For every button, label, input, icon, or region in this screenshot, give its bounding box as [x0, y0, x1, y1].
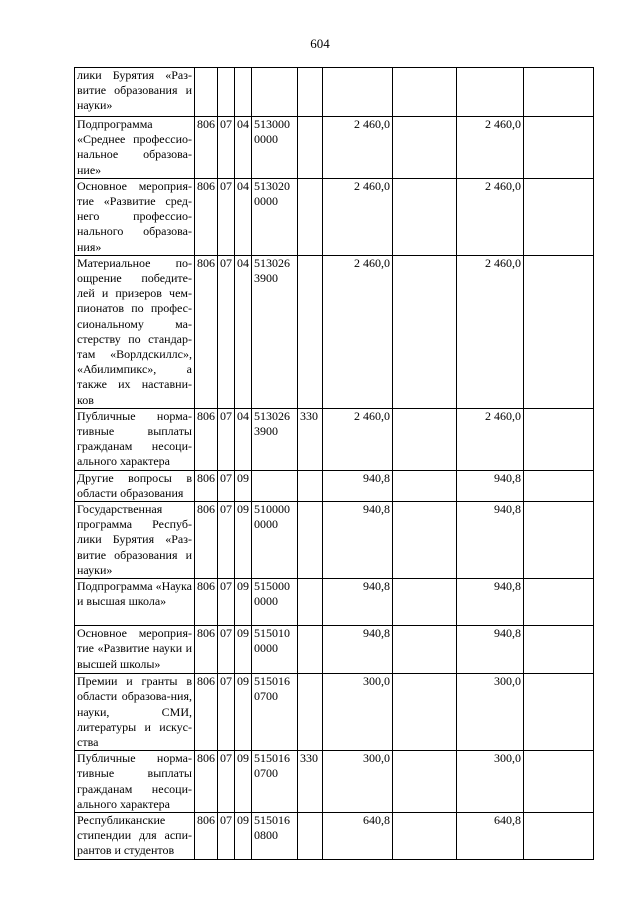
expense-type	[298, 255, 323, 408]
target-article: 5130263900	[252, 255, 298, 408]
amount-cell: 940,8	[323, 502, 393, 579]
subsection-code: 09	[235, 626, 252, 674]
empty-cell	[393, 68, 457, 117]
ministry-code: 806	[195, 812, 218, 859]
table-row	[75, 812, 594, 859]
amount-cell: 2 460,0	[457, 178, 524, 255]
empty-cell	[524, 255, 594, 408]
target-article: 5130200000	[252, 178, 298, 255]
amount-cell: 300,0	[323, 751, 393, 813]
ministry-code: 806	[195, 178, 218, 255]
amount-cell: 2 460,0	[457, 408, 524, 470]
amount-cell: 940,8	[323, 626, 393, 674]
item-name: Государственная программа Респуб-лики Бурятия «Раз-витие образования и науки»	[75, 502, 195, 579]
item-name: Публичные норма-тивные выплаты гражданам несоци-ального характера	[75, 751, 195, 813]
subsection-code	[235, 68, 252, 117]
section-code: 07	[218, 626, 235, 674]
item-name: Публичные норма-тивные выплаты гражданам несоци-ального характера	[75, 408, 195, 470]
subsection-code: 04	[235, 117, 252, 179]
section-code: 07	[218, 255, 235, 408]
empty-cell	[393, 751, 457, 813]
subsection-code: 09	[235, 502, 252, 579]
amount-cell: 2 460,0	[323, 255, 393, 408]
ministry-code: 806	[195, 117, 218, 179]
amount-cell: 940,8	[323, 579, 393, 626]
empty-cell	[393, 117, 457, 179]
section-code	[218, 68, 235, 117]
table-row	[75, 68, 594, 117]
expense-type	[298, 674, 323, 751]
empty-cell	[393, 470, 457, 501]
ministry-code: 806	[195, 408, 218, 470]
empty-cell	[524, 68, 594, 117]
ministry-code: 806	[195, 470, 218, 501]
amount-cell: 2 460,0	[457, 117, 524, 179]
table-row	[75, 408, 594, 470]
amount-cell: 940,8	[457, 626, 524, 674]
section-code: 07	[218, 674, 235, 751]
expense-type: 330	[298, 408, 323, 470]
subsection-code: 09	[235, 674, 252, 751]
target-article: 5150160700	[252, 751, 298, 813]
budget-table	[74, 67, 594, 860]
empty-cell	[524, 117, 594, 179]
subsection-code: 09	[235, 812, 252, 859]
table-row	[75, 178, 594, 255]
target-article: 5100000000	[252, 502, 298, 579]
empty-cell	[524, 502, 594, 579]
amount-cell: 300,0	[457, 751, 524, 813]
expense-type: 330	[298, 751, 323, 813]
amount-cell	[323, 68, 393, 117]
ministry-code: 806	[195, 626, 218, 674]
expense-type	[298, 117, 323, 179]
amount-cell: 2 460,0	[323, 408, 393, 470]
amount-cell: 940,8	[457, 579, 524, 626]
amount-cell: 940,8	[457, 470, 524, 501]
item-name: Другие вопросы в области образования	[75, 470, 195, 501]
empty-cell	[524, 408, 594, 470]
expense-type	[298, 626, 323, 674]
empty-cell	[524, 751, 594, 813]
amount-cell: 940,8	[457, 502, 524, 579]
target-article	[252, 470, 298, 501]
expense-type	[298, 579, 323, 626]
target-article: 5150160700	[252, 674, 298, 751]
expense-type	[298, 470, 323, 501]
expense-type	[298, 812, 323, 859]
expense-type	[298, 502, 323, 579]
ministry-code: 806	[195, 674, 218, 751]
page-number: 604	[310, 36, 330, 51]
table-row	[75, 579, 594, 626]
empty-cell	[524, 579, 594, 626]
ministry-code: 806	[195, 255, 218, 408]
table-row	[75, 626, 594, 674]
ministry-code: 806	[195, 502, 218, 579]
subsection-code: 04	[235, 255, 252, 408]
ministry-code: 806	[195, 751, 218, 813]
section-code: 07	[218, 502, 235, 579]
item-name: Основное мероприя-тие «Развитие сред-него профессио-нального образова-ния»	[75, 178, 195, 255]
amount-cell: 300,0	[457, 674, 524, 751]
amount-cell: 640,8	[457, 812, 524, 859]
item-name: Основное мероприя-тие «Развитие науки и высшей школы»	[75, 626, 195, 674]
section-code: 07	[218, 408, 235, 470]
subsection-code: 04	[235, 178, 252, 255]
table-row	[75, 502, 594, 579]
empty-cell	[393, 502, 457, 579]
table-row	[75, 255, 594, 408]
amount-cell: 300,0	[323, 674, 393, 751]
empty-cell	[524, 178, 594, 255]
empty-cell	[393, 255, 457, 408]
item-name: Материальное по-ощрение победите-лей и призеров чем-пионатов по профес-сиональному ма-стерству по стандар-там «Ворлдскиллс», «Абилимпикс», а также их наставни-ков	[75, 255, 195, 408]
expense-type	[298, 68, 323, 117]
empty-cell	[524, 674, 594, 751]
amount-cell: 640,8	[323, 812, 393, 859]
table-row	[75, 117, 594, 179]
target-article: 5150000000	[252, 579, 298, 626]
section-code: 07	[218, 470, 235, 501]
item-name: Республиканские стипендии для аспи-рантов и студентов	[75, 812, 195, 859]
empty-cell	[524, 626, 594, 674]
ministry-code: 806	[195, 579, 218, 626]
section-code: 07	[218, 579, 235, 626]
target-article: 5130263900	[252, 408, 298, 470]
table-row	[75, 674, 594, 751]
empty-cell	[393, 178, 457, 255]
empty-cell	[393, 579, 457, 626]
section-code: 07	[218, 751, 235, 813]
section-code: 07	[218, 178, 235, 255]
item-name: Подпрограмма «Среднее профессио-нальное образова-ние»	[75, 117, 195, 179]
ministry-code	[195, 68, 218, 117]
expense-type	[298, 178, 323, 255]
section-code: 07	[218, 117, 235, 179]
item-name: Премии и гранты в области образова-ния, науки, СМИ, литературы и искус-ства	[75, 674, 195, 751]
amount-cell	[457, 68, 524, 117]
target-article	[252, 68, 298, 117]
empty-cell	[393, 408, 457, 470]
amount-cell: 2 460,0	[323, 178, 393, 255]
subsection-code: 04	[235, 408, 252, 470]
subsection-code: 09	[235, 579, 252, 626]
item-name: лики Бурятия «Раз-витие образования и науки»	[75, 68, 195, 117]
empty-cell	[393, 626, 457, 674]
table-row	[75, 751, 594, 813]
empty-cell	[524, 470, 594, 501]
target-article: 5130000000	[252, 117, 298, 179]
target-article: 5150160800	[252, 812, 298, 859]
amount-cell: 2 460,0	[323, 117, 393, 179]
table-body	[75, 68, 594, 860]
amount-cell: 940,8	[323, 470, 393, 501]
empty-cell	[524, 812, 594, 859]
item-name: Подпрограмма «Наука и высшая школа»	[75, 579, 195, 626]
subsection-code: 09	[235, 470, 252, 501]
empty-cell	[393, 674, 457, 751]
table-row	[75, 470, 594, 501]
amount-cell: 2 460,0	[457, 255, 524, 408]
target-article: 5150100000	[252, 626, 298, 674]
subsection-code: 09	[235, 751, 252, 813]
empty-cell	[393, 812, 457, 859]
section-code: 07	[218, 812, 235, 859]
